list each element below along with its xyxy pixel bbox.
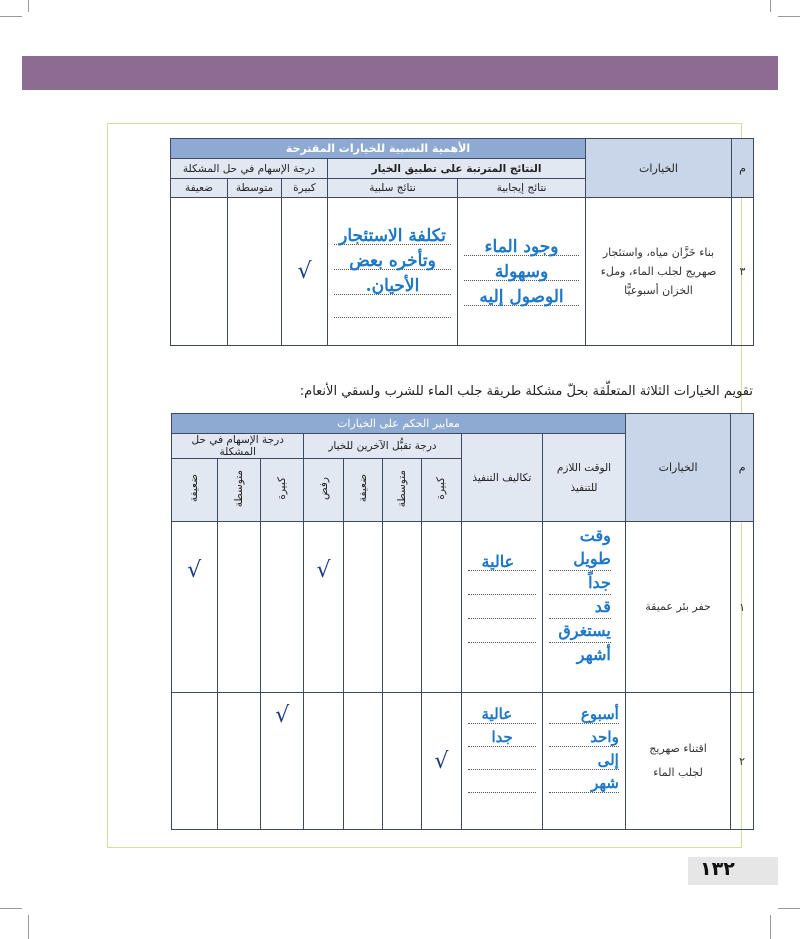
acc-large-cell (422, 522, 461, 693)
positive-header: نتائج إيجابية (458, 179, 586, 198)
crop-mark (770, 915, 771, 939)
dotted-line (334, 299, 451, 318)
large-cell (282, 198, 328, 346)
con-medium-cell (217, 522, 260, 693)
row-number: ٣ (732, 198, 754, 346)
header-band (22, 56, 778, 90)
vertical-label: كبيرة (276, 477, 289, 500)
negative-results (328, 198, 458, 346)
large-header: كبيرة (282, 179, 328, 198)
con-weak-header (172, 459, 218, 522)
time-line: أشهر (576, 645, 611, 664)
handwritten-answer (543, 524, 625, 666)
table-row (172, 522, 754, 693)
handwritten-answer: واحد (549, 728, 619, 747)
handwritten-answer: وجود الماء (464, 237, 579, 256)
con-weak-cell (172, 522, 218, 693)
acc-weak-cell (343, 522, 382, 693)
handwritten-answer: أسبوع (549, 705, 619, 724)
crop-mark (28, 915, 29, 939)
positive-results (458, 198, 586, 346)
vertical-label: ضعيفة (356, 474, 369, 503)
acc-medium-cell (382, 522, 421, 693)
col-options-header: الخيارات (586, 139, 732, 198)
con-medium-cell (217, 693, 260, 830)
group-header: الأهمية النسبية للخيارات المقترحة (171, 139, 586, 159)
acc-reject-cell (304, 693, 343, 830)
check-mark-icon: √ (297, 259, 312, 284)
section-caption: تقويم الخيارات الثلاثة المتعلّقة بحلّ مشكلة طريقة جلب الماء للشرب ولسقي الأنعام: (299, 384, 753, 399)
con-weak-cell (172, 693, 218, 830)
table-row (172, 693, 754, 830)
handwritten-answer: الوصول إليه (464, 287, 579, 306)
crop-mark (0, 908, 22, 909)
acc-reject-cell (304, 522, 343, 693)
evaluation-table (171, 413, 754, 830)
time-header (543, 434, 626, 522)
contribution-header: درجة الإسهام في حل المشكلة (172, 434, 304, 459)
check-mark-icon: √ (275, 703, 290, 728)
dotted-line (468, 576, 537, 595)
time-line: يستغرق (549, 619, 611, 643)
page-number: ١٣٢ (700, 858, 735, 880)
vertical-label: رفض (317, 477, 330, 500)
handwritten-answer: عالية (468, 705, 537, 724)
time-cell (543, 522, 626, 693)
time-line: قد (549, 595, 611, 619)
dotted-line (468, 751, 537, 770)
row-number: ١ (731, 522, 754, 693)
acceptance-header: درجة تقبُّل الآخرين للخيار (304, 434, 461, 459)
con-large-cell (261, 693, 304, 830)
acc-large-header (422, 459, 461, 522)
cost-cell (461, 693, 543, 830)
option-line: صهريج لجلب الماء، وملء (600, 265, 717, 278)
col-options-header: الخيارات (625, 414, 730, 522)
time-line: جداً (549, 571, 611, 595)
acc-large-cell (422, 693, 461, 830)
dotted-line (468, 624, 537, 643)
table-row (171, 198, 754, 346)
option-label: اقتناء صهريج لجلب الماء (649, 742, 707, 779)
medium-cell (228, 198, 282, 346)
dotted-line (468, 600, 537, 619)
results-header: النتائج المترتبة على تطبيق الخيار (328, 159, 586, 179)
check-mark-icon: √ (187, 558, 202, 583)
crop-mark (770, 0, 771, 12)
crop-mark (778, 16, 800, 17)
con-large-header (261, 459, 304, 522)
weak-cell (171, 198, 228, 346)
col-num-header: م (731, 414, 754, 522)
option-text (625, 693, 730, 830)
vertical-label: متوسطة (232, 469, 245, 508)
medium-header: متوسطة (228, 179, 282, 198)
contribution-header: درجة الإسهام في حل المشكلة (171, 159, 328, 179)
handwritten-answer: شهر (549, 774, 619, 793)
handwritten-answer: جدا (468, 728, 537, 747)
option-line: بناء خَزَّان مياه، واستئجار (602, 246, 715, 259)
time-line: وقت (579, 526, 611, 545)
negative-header: نتائج سلبية (328, 179, 458, 198)
handwritten-answer: وتأخره بعض (334, 251, 451, 270)
acc-medium-header (382, 459, 421, 522)
col-num-header: م (732, 139, 754, 198)
handwritten-answer: تكلفة الاستئجار (334, 226, 451, 245)
acc-weak-header (343, 459, 382, 522)
handwritten-answer: وسهولة (464, 262, 579, 281)
dotted-line (468, 774, 537, 793)
time-cell (543, 693, 626, 830)
handwritten-answer: إلى (549, 751, 619, 770)
check-mark-icon: √ (434, 748, 449, 774)
acc-reject-header (304, 459, 343, 522)
crop-mark (778, 908, 800, 909)
con-large-cell (261, 522, 304, 693)
check-mark-icon: √ (316, 558, 331, 583)
time-header-label: الوقت اللازم للتنفيذ (556, 461, 612, 494)
time-line: طويل (549, 547, 611, 571)
weak-header: ضعيفة (171, 179, 228, 198)
option-text (625, 522, 730, 693)
crop-mark (28, 0, 29, 12)
cost-header: تكاليف التنفيذ (461, 434, 543, 522)
row-number: ٢ (731, 693, 754, 830)
crop-mark (0, 16, 22, 17)
vertical-label: متوسطة (396, 469, 409, 508)
option-label: حفر بئر عميقة (645, 600, 711, 613)
acc-medium-cell (382, 693, 421, 830)
handwritten-answer: عالية (468, 552, 537, 571)
vertical-label: كبيرة (435, 477, 448, 500)
con-medium-header (217, 459, 260, 522)
group-header: معايير الحكم على الخيارات (172, 414, 626, 434)
vertical-label: ضعيفة (188, 474, 201, 503)
importance-table (170, 138, 754, 346)
cost-cell (461, 522, 543, 693)
option-line: الخزان أسبوعيًّا (624, 284, 693, 297)
acc-weak-cell (343, 693, 382, 830)
handwritten-answer: الأحيان. (334, 276, 451, 295)
option-text (586, 198, 732, 346)
